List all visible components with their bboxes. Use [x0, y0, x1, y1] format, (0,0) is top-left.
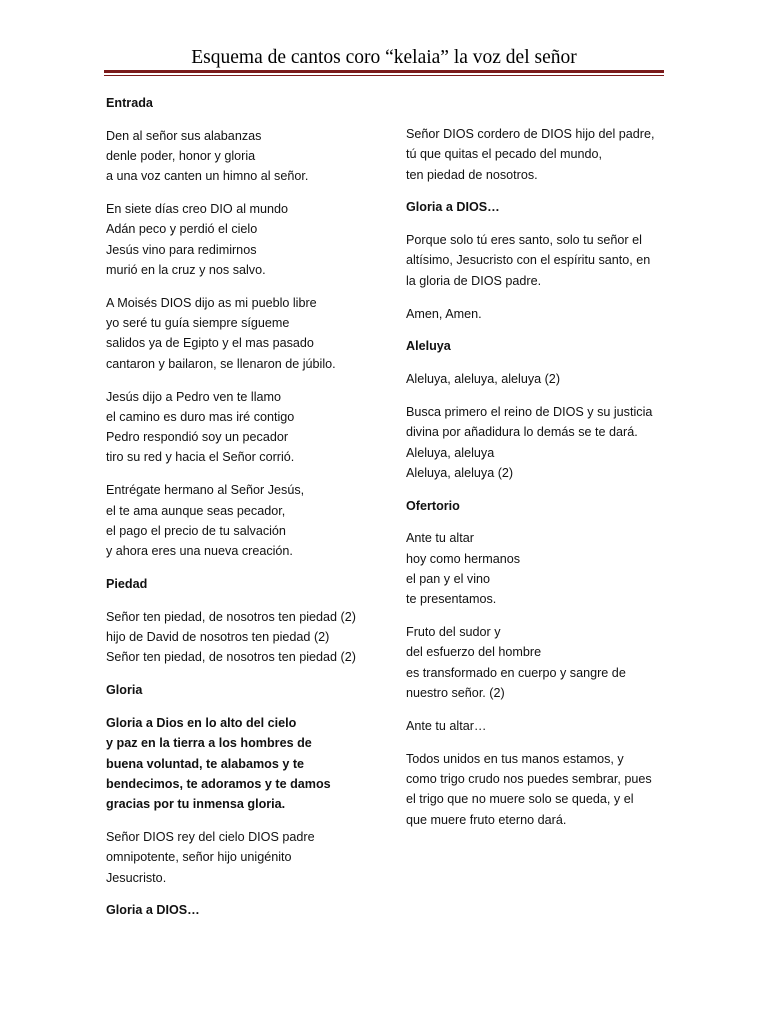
document-title: Esquema de cantos coro “kelaia” la voz del señor	[191, 47, 577, 68]
section-heading-gloria: Gloria	[106, 683, 143, 698]
lyric-line: gracias por tu inmensa gloria.	[106, 797, 286, 812]
lyric-line: el te ama aunque seas pecador,	[106, 503, 286, 518]
gloria-stanza	[106, 713, 376, 814]
aleluya-stanza	[406, 369, 668, 389]
lyric-line: Ante tu altar	[406, 531, 474, 546]
lyric-line: murió en la cruz y nos salvo.	[106, 263, 266, 278]
lyric-line: denle poder, honor y gloria	[106, 149, 256, 164]
lyric-line: Aleluya, aleluya	[406, 445, 495, 460]
lyric-line: Pedro respondió soy un pecador	[106, 430, 289, 445]
amen-line	[406, 304, 668, 324]
lyric-line: buena voluntad, te alabamos y te	[106, 756, 305, 771]
ofertorio-stanza	[406, 749, 668, 830]
section-heading-aleluya: Aleluya	[406, 339, 451, 354]
lyric-line: Amen, Amen.	[406, 306, 482, 321]
lyric-line: del esfuerzo del hombre	[406, 645, 542, 660]
piedad-stanza	[106, 607, 376, 668]
gloria-stanza	[106, 827, 376, 888]
lyric-line: Entrégate hermano al Señor Jesús,	[106, 483, 305, 498]
entrada-stanza	[106, 126, 376, 187]
lyric-line: cantaron y bailaron, se llenaron de júbilo.	[106, 356, 336, 371]
ofertorio-stanza	[406, 622, 668, 703]
lyric-line: En siete días creo DIO al mundo	[106, 202, 289, 217]
lyric-line: bendecimos, te adoramos y te damos	[106, 776, 331, 791]
gloria-refrain: Gloria a DIOS…	[106, 903, 200, 918]
lyric-line: a una voz canten un himno al señor.	[106, 169, 309, 184]
lyric-line: tú que quitas el pecado del mundo,	[406, 147, 603, 162]
lyric-line: Fruto del sudor y	[406, 625, 501, 640]
entrada-stanza	[106, 199, 376, 280]
lyric-line: y ahora eres una nueva creación.	[106, 544, 293, 559]
ofertorio-refrain	[406, 716, 668, 736]
lyric-line: hijo de David de nosotros ten piedad (2)	[106, 630, 330, 645]
lyric-line: divina por añadidura lo demás se te dará.	[406, 425, 638, 440]
aleluya-stanza	[406, 402, 668, 483]
lyric-line: Señor DIOS rey del cielo DIOS padre	[106, 829, 315, 844]
lyric-line: el pago el precio de tu salvación	[106, 523, 286, 538]
title-divider-thick	[104, 70, 664, 73]
lyric-line: altísimo, Jesucristo con el espíritu santo, en	[406, 253, 651, 268]
section-heading-ofertorio: Ofertorio	[406, 498, 460, 513]
lyric-line: yo seré tu guía siempre sígueme	[106, 316, 290, 331]
lyric-line: A Moisés DIOS dijo as mi pueblo libre	[106, 295, 317, 310]
lyric-line: Señor DIOS cordero de DIOS hijo del padre,	[406, 127, 655, 141]
lyric-line: es transformado en cuerpo y sangre de	[406, 665, 626, 680]
lyric-line: el camino es duro mas iré contigo	[106, 409, 295, 424]
gloria-stanza	[406, 230, 668, 291]
ofertorio-stanza	[406, 528, 668, 609]
lyric-line: hoy como hermanos	[406, 551, 521, 566]
lyric-line: Busca primero el reino de DIOS y su justicia	[406, 404, 653, 419]
lyric-line: Ante tu altar…	[406, 718, 487, 733]
lyric-line: Señor ten piedad, de nosotros ten piedad (2)	[106, 650, 356, 665]
lyric-line: tiro su red y hacia el Señor corrió.	[106, 450, 295, 465]
lyric-line: que muere fruto eterno dará.	[406, 812, 567, 827]
lyric-line: Todos unidos en tus manos estamos, y	[406, 751, 624, 766]
lyric-line: Jesús dijo a Pedro ven te llamo	[106, 389, 282, 404]
section-heading-entrada: Entrada	[106, 96, 153, 110]
left-column	[106, 93, 376, 933]
lyric-line: el trigo que no muere solo se queda, y el	[406, 792, 634, 807]
lyric-line: Jesucristo.	[106, 870, 167, 885]
lyric-line: la gloria de DIOS padre.	[406, 273, 542, 288]
gloria-refrain: Gloria a DIOS…	[406, 200, 500, 215]
lyric-line: salidos ya de Egipto y el mas pasado	[106, 336, 314, 351]
lyric-line: como trigo crudo nos puedes sembrar, pues	[406, 771, 652, 786]
gloria-stanza	[406, 124, 668, 185]
right-column	[406, 124, 668, 842]
lyric-line: Aleluya, aleluya, aleluya (2)	[406, 372, 561, 387]
entrada-stanza	[106, 480, 376, 561]
lyric-line: Porque solo tú eres santo, solo tu señor el	[406, 233, 642, 248]
title-divider-thin	[104, 75, 664, 76]
entrada-stanza	[106, 293, 376, 374]
section-heading-piedad: Piedad	[106, 576, 148, 591]
lyric-line: ten piedad de nosotros.	[406, 167, 538, 182]
lyric-line: nuestro señor. (2)	[406, 686, 505, 701]
lyric-line: te presentamos.	[406, 592, 497, 607]
lyric-line: omnipotente, señor hijo unigénito	[106, 850, 292, 865]
lyric-line: Aleluya, aleluya (2)	[406, 465, 514, 480]
lyric-line: y paz en la tierra a los hombres de	[106, 736, 312, 751]
lyric-line: Adán peco y perdió el cielo	[106, 222, 258, 237]
lyric-line: Gloria a Dios en lo alto del cielo	[106, 715, 297, 730]
lyric-line: Señor ten piedad, de nosotros ten piedad (2)	[106, 609, 356, 624]
entrada-stanza	[106, 387, 376, 468]
lyric-line: Den al señor sus alabanzas	[106, 128, 262, 143]
lyric-line: el pan y el vino	[406, 572, 491, 587]
lyric-line: Jesús vino para redimirnos	[106, 242, 257, 257]
